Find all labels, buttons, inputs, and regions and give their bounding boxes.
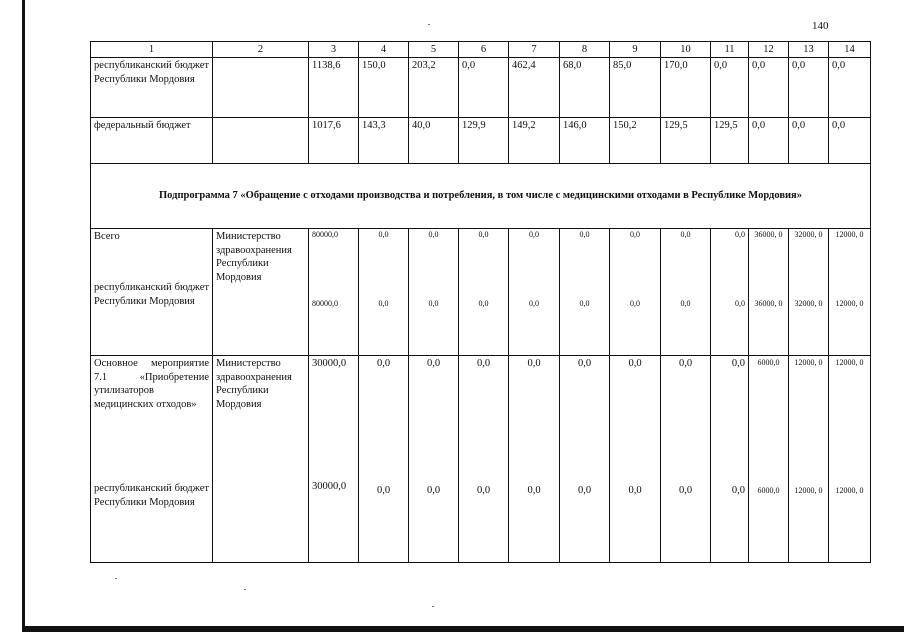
row-label-measure: Основное мероприятие 7.1 «Приобретение утилизаторов медицинских отходов» (94, 358, 209, 410)
value-budget: 0,0 (478, 299, 489, 308)
value-budget: 0,0 (529, 299, 539, 308)
value-cell (359, 356, 409, 563)
value-measure: 0,0 (577, 358, 592, 369)
value-budget: 12000, 0 (794, 486, 823, 495)
value-cell: 0,0 (789, 118, 829, 164)
value-cell: 129,9 (459, 118, 509, 164)
col-header: 13 (789, 42, 829, 58)
value-cell: 150,2 (610, 118, 661, 164)
value-cell (409, 356, 459, 563)
row-label-cell (91, 356, 213, 563)
value-cell: 129,5 (711, 118, 749, 164)
value-cell (661, 229, 711, 356)
value-cell (560, 229, 610, 356)
scan-speck (115, 578, 117, 579)
value-cell (829, 356, 871, 563)
value-cell (749, 229, 789, 356)
value-budget: 0,0 (735, 299, 745, 308)
col-header: 4 (359, 42, 409, 58)
col-header: 12 (749, 42, 789, 58)
value-measure: 0,0 (376, 358, 391, 369)
col-header: 3 (309, 42, 359, 58)
value-cell (409, 229, 459, 356)
value-cell: 1138,6 (309, 58, 359, 118)
value-cell: 203,2 (409, 58, 459, 118)
value-cell: 143,3 (359, 118, 409, 164)
value-budget: 12000, 0 (835, 299, 864, 308)
value-measure: 0,0 (678, 358, 693, 369)
row-executor: Министерство здравоохранения Республики Мордовия (213, 356, 309, 563)
value-total: 0,0 (428, 230, 439, 239)
value-budget: 0,0 (376, 485, 391, 496)
table-row-republic-budget (91, 58, 871, 118)
col-header: 7 (509, 42, 560, 58)
value-measure: 0,0 (426, 358, 441, 369)
row-label-budget: республиканский бюджет Республики Мордовия (94, 282, 209, 307)
value-cell: 129,5 (661, 118, 711, 164)
value-budget: 0,0 (527, 485, 541, 496)
value-total: 0,0 (680, 230, 691, 239)
value-cell (459, 229, 509, 356)
row-label-cell (91, 229, 213, 356)
value-budget: 6000,0 (757, 486, 780, 495)
col-header: 10 (661, 42, 711, 58)
value-cell: 146,0 (560, 118, 610, 164)
table-row-measure-7-1 (91, 356, 871, 563)
value-cell: 68,0 (560, 58, 610, 118)
table-row-federal-budget (91, 118, 871, 164)
value-cell (789, 356, 829, 563)
value-budget: 0,0 (628, 485, 642, 496)
col-header: 5 (409, 42, 459, 58)
value-cell (789, 229, 829, 356)
col-header: 6 (459, 42, 509, 58)
value-budget: 0,0 (378, 299, 389, 308)
row-label-total: Всего (94, 231, 120, 242)
value-measure: 12000, 0 (835, 358, 864, 367)
col-header: 9 (610, 42, 661, 58)
value-cell (610, 229, 661, 356)
value-total: 0,0 (579, 230, 590, 239)
value-measure: 6000,0 (757, 358, 780, 367)
value-total: 12000, 0 (835, 230, 864, 239)
column-number-row (91, 42, 871, 58)
subprogram-row (91, 164, 871, 229)
value-budget: 32000, 0 (794, 299, 823, 308)
value-total: 32000, 0 (794, 230, 823, 239)
value-cell: 1017,6 (309, 118, 359, 164)
value-budget: 0,0 (428, 299, 439, 308)
value-total: 0,0 (735, 230, 745, 239)
value-total: 80000,0 (312, 230, 338, 239)
value-cell (459, 356, 509, 563)
value-cell: 0,0 (829, 118, 871, 164)
value-cell: 40,0 (409, 118, 459, 164)
value-budget: 0,0 (678, 485, 693, 496)
value-cell: 85,0 (610, 58, 661, 118)
scan-speck (432, 606, 434, 607)
value-cell: 0,0 (749, 58, 789, 118)
col-header: 1 (91, 42, 213, 58)
row-executor (213, 118, 309, 164)
value-cell (309, 229, 359, 356)
row-label: республиканский бюджет Республики Мордовия (91, 58, 213, 118)
value-budget: 0,0 (630, 299, 640, 308)
value-cell (509, 229, 560, 356)
value-cell: 0,0 (789, 58, 829, 118)
value-budget: 0,0 (476, 485, 491, 496)
value-budget: 80000,0 (312, 299, 338, 308)
scan-speck (244, 589, 246, 590)
value-cell (711, 356, 749, 563)
value-measure: 0,0 (476, 358, 491, 369)
row-executor: Министерство здравоохранения Республики Мордовия (213, 229, 309, 356)
value-cell (309, 356, 359, 563)
value-measure: 0,0 (527, 358, 541, 369)
value-cell: 149,2 (509, 118, 560, 164)
value-budget: 0,0 (579, 299, 590, 308)
value-measure: 12000, 0 (794, 358, 823, 367)
value-measure: 0,0 (628, 358, 642, 369)
col-header: 14 (829, 42, 871, 58)
value-cell: 0,0 (749, 118, 789, 164)
value-budget: 0,0 (680, 299, 691, 308)
value-measure: 0,0 (731, 358, 745, 369)
value-total: 0,0 (529, 230, 539, 239)
scan-edge-left (22, 0, 25, 632)
subprogram-title: Подпрограмма 7 «Обращение с отходами производства и потребления, в том числе с медицинскими отходами в Республике Мордовия» (91, 164, 871, 229)
value-budget: 12000, 0 (835, 486, 864, 495)
value-cell: 0,0 (711, 58, 749, 118)
value-cell: 462,4 (509, 58, 560, 118)
value-total: 36000, 0 (754, 230, 783, 239)
page-number: 140 (812, 20, 829, 32)
value-total: 0,0 (630, 230, 640, 239)
row-label-budget: республиканский бюджет Республики Мордовия (94, 483, 209, 508)
value-budget: 30000,0 (312, 481, 347, 492)
value-cell (749, 356, 789, 563)
table-row-subprogram-total (91, 229, 871, 356)
value-total: 0,0 (378, 230, 389, 239)
budget-table (90, 41, 871, 563)
value-cell (359, 229, 409, 356)
value-cell (661, 356, 711, 563)
value-measure: 30000,0 (312, 358, 347, 369)
col-header: 11 (711, 42, 749, 58)
row-executor (213, 58, 309, 118)
value-cell: 170,0 (661, 58, 711, 118)
value-budget: 0,0 (426, 485, 441, 496)
value-cell (509, 356, 560, 563)
value-cell: 0,0 (459, 58, 509, 118)
value-cell: 150,0 (359, 58, 409, 118)
value-cell (711, 229, 749, 356)
value-cell (560, 356, 610, 563)
value-cell: 0,0 (829, 58, 871, 118)
col-header: 2 (213, 42, 309, 58)
value-total: 0,0 (478, 230, 489, 239)
value-cell (829, 229, 871, 356)
value-budget: 0,0 (577, 485, 592, 496)
value-cell (610, 356, 661, 563)
value-budget: 0,0 (731, 485, 745, 496)
scan-edge-bottom (22, 626, 904, 632)
value-budget: 36000, 0 (754, 299, 783, 308)
row-label: федеральный бюджет (91, 118, 213, 164)
col-header: 8 (560, 42, 610, 58)
scan-speck (428, 24, 430, 25)
